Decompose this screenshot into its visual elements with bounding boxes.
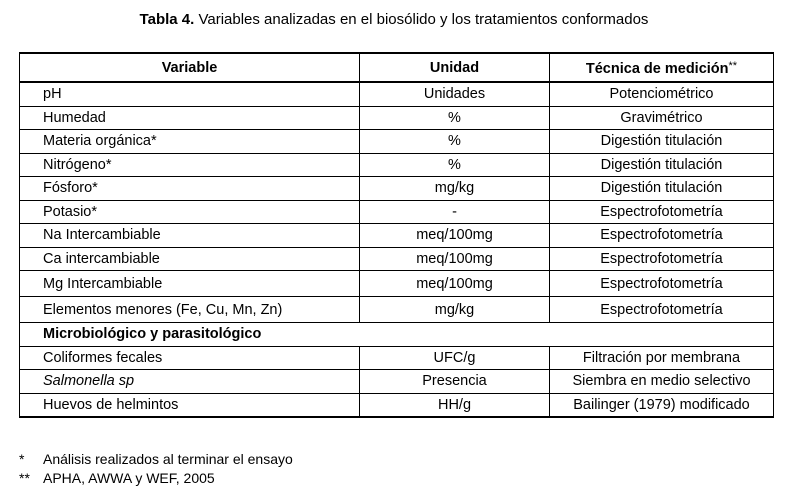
cell-variable: Salmonella sp bbox=[20, 370, 360, 394]
cell-unidad: HH/g bbox=[360, 393, 550, 417]
table-row bbox=[20, 297, 774, 323]
table-row bbox=[20, 200, 774, 224]
cell-unidad: meq/100mg bbox=[360, 224, 550, 248]
header-variable: Variable bbox=[20, 53, 360, 82]
cell-unidad: Presencia bbox=[360, 370, 550, 394]
cell-variable: Ca intercambiable bbox=[20, 247, 360, 271]
table-row bbox=[20, 393, 774, 417]
cell-variable: Potasio* bbox=[20, 200, 360, 224]
table-row bbox=[20, 130, 774, 154]
variables-table bbox=[19, 52, 774, 418]
caption-label: Tabla 4. bbox=[139, 11, 195, 28]
table-row bbox=[20, 106, 774, 130]
cell-tecnica: Espectrofotometría bbox=[550, 271, 774, 297]
cell-variable: Na Intercambiable bbox=[20, 224, 360, 248]
table-row bbox=[20, 82, 774, 106]
footnote bbox=[19, 451, 293, 468]
table-row bbox=[20, 177, 774, 201]
cell-unidad: - bbox=[360, 200, 550, 224]
cell-tecnica: Espectrofotometría bbox=[550, 297, 774, 323]
cell-tecnica: Siembra en medio selectivo bbox=[550, 370, 774, 394]
footnote-mark: ** bbox=[19, 470, 30, 486]
cell-tecnica: Espectrofotometría bbox=[550, 200, 774, 224]
footnote bbox=[19, 470, 215, 487]
caption-text: Variables analizadas en el biosólido y los tratamientos conformados bbox=[194, 11, 649, 28]
header-tecnica-label: Técnica de medición bbox=[585, 61, 729, 77]
cell-variable: Elementos menores (Fe, Cu, Mn, Zn) bbox=[20, 297, 360, 323]
cell-tecnica: Gravimétrico bbox=[550, 106, 774, 130]
cell-tecnica: Espectrofotometría bbox=[550, 247, 774, 271]
table-row bbox=[20, 153, 774, 177]
cell-tecnica: Digestión titulación bbox=[550, 153, 774, 177]
cell-tecnica: Digestión titulación bbox=[550, 177, 774, 201]
table-row bbox=[20, 370, 774, 394]
cell-unidad: UFC/g bbox=[360, 346, 550, 370]
table-row bbox=[20, 271, 774, 297]
cell-tecnica: Filtración por membrana bbox=[550, 346, 774, 370]
table-row bbox=[20, 247, 774, 271]
cell-unidad: mg/kg bbox=[360, 177, 550, 201]
cell-variable: Mg Intercambiable bbox=[20, 271, 360, 297]
table-row bbox=[20, 224, 774, 248]
cell-unidad: meq/100mg bbox=[360, 247, 550, 271]
cell-unidad: % bbox=[360, 153, 550, 177]
header-row bbox=[20, 53, 774, 82]
cell-unidad: Unidades bbox=[360, 82, 550, 106]
header-tecnica bbox=[550, 53, 774, 82]
cell-variable: pH bbox=[20, 82, 360, 106]
footnote-text: APHA, AWWA y WEF, 2005 bbox=[43, 470, 215, 486]
section-title: Microbiológico y parasitológico bbox=[20, 323, 774, 347]
cell-unidad: % bbox=[360, 106, 550, 130]
cell-unidad: meq/100mg bbox=[360, 271, 550, 297]
cell-variable: Coliformes fecales bbox=[20, 346, 360, 370]
table-caption bbox=[0, 11, 788, 29]
cell-tecnica: Potenciométrico bbox=[550, 82, 774, 106]
cell-variable: Fósforo* bbox=[20, 177, 360, 201]
section-row bbox=[20, 323, 774, 347]
cell-variable: Huevos de helmintos bbox=[20, 393, 360, 417]
cell-tecnica: Espectrofotometría bbox=[550, 224, 774, 248]
header-tecnica-mark: ** bbox=[728, 60, 738, 72]
cell-variable: Nitrógeno* bbox=[20, 153, 360, 177]
cell-variable: Humedad bbox=[20, 106, 360, 130]
cell-tecnica: Bailinger (1979) modificado bbox=[550, 393, 774, 417]
header-unidad: Unidad bbox=[360, 53, 550, 82]
footnote-text: Análisis realizados al terminar el ensayo bbox=[43, 451, 293, 467]
cell-unidad: % bbox=[360, 130, 550, 154]
cell-tecnica: Digestión titulación bbox=[550, 130, 774, 154]
cell-unidad: mg/kg bbox=[360, 297, 550, 323]
table-row bbox=[20, 346, 774, 370]
cell-variable: Materia orgánica* bbox=[20, 130, 360, 154]
footnote-mark: * bbox=[19, 451, 25, 467]
